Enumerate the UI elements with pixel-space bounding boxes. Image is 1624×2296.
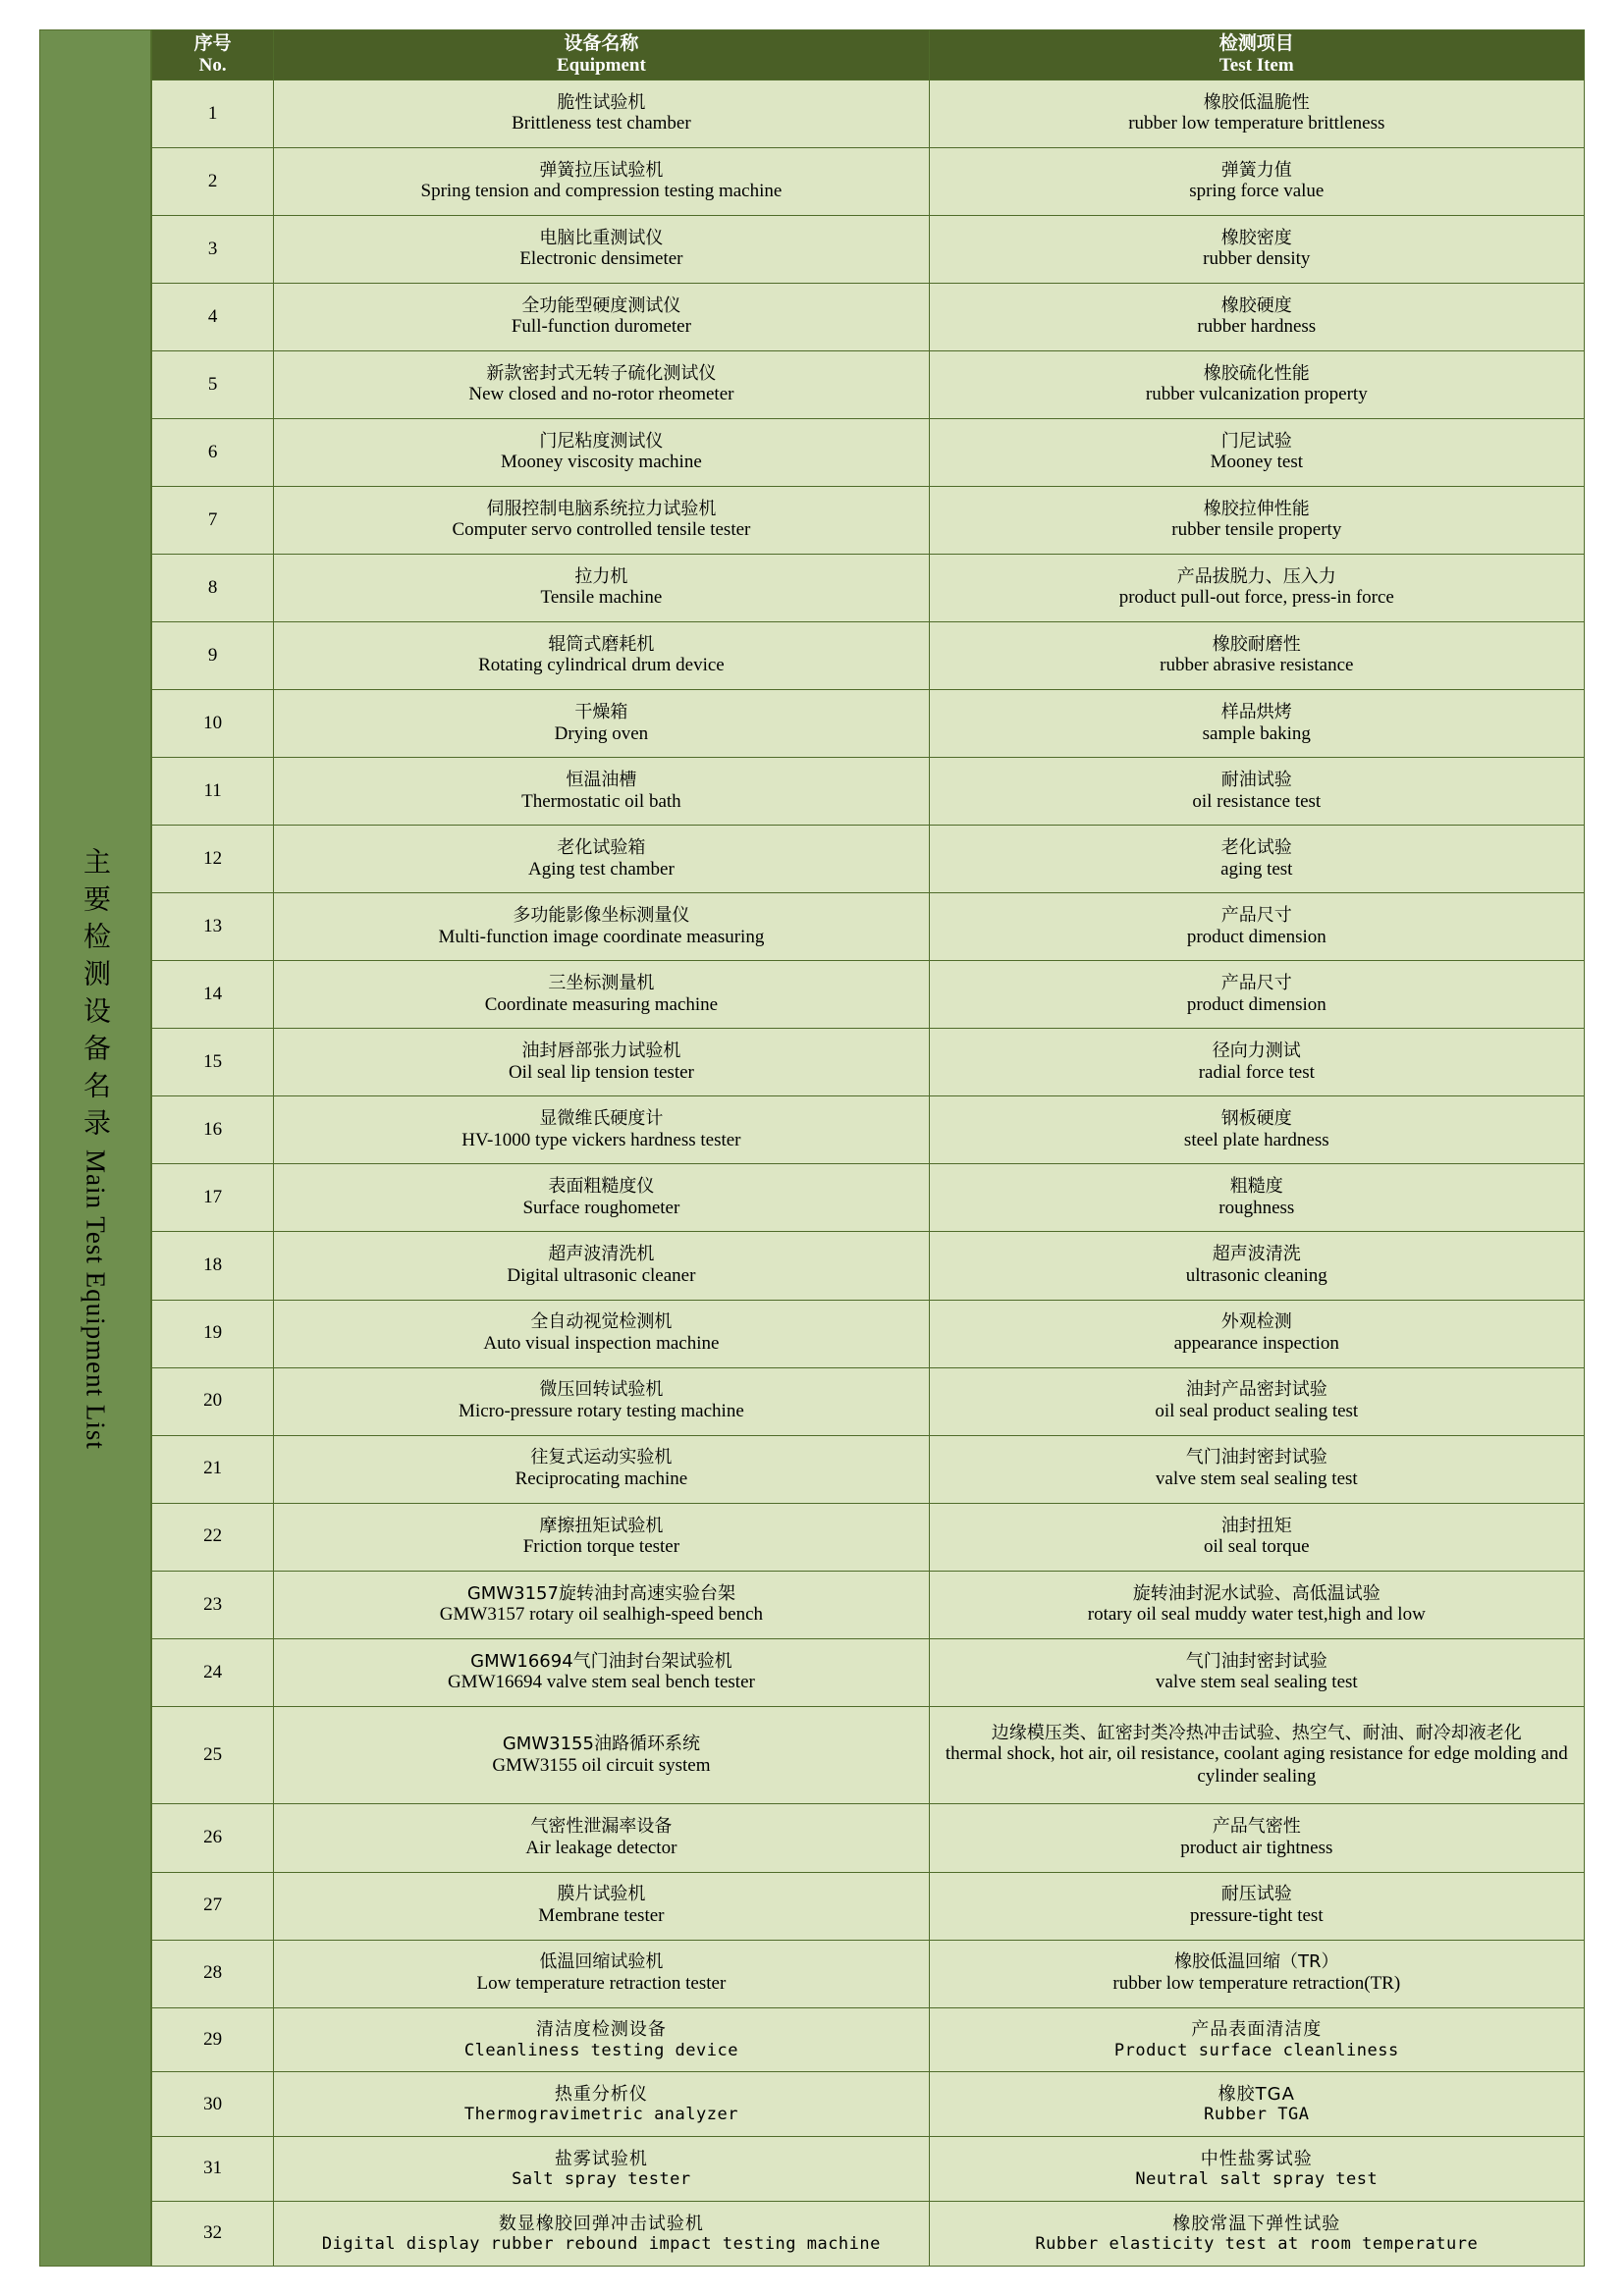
test-item-en: Rubber TGA	[1204, 2105, 1310, 2125]
equipment-name-cn: 盐雾试验机	[554, 2148, 648, 2169]
test-item-cell	[929, 2137, 1584, 2202]
equipment-cell	[274, 690, 929, 758]
table-row	[152, 1804, 1585, 1872]
equipment-cell	[274, 961, 929, 1029]
equipment-name-cn: 显微维氏硬度计	[539, 1108, 664, 1130]
test-item-cell	[929, 1940, 1584, 2007]
test-item-cn: 径向力测试	[1212, 1041, 1301, 1062]
table-header-row	[152, 30, 1585, 80]
equipment-cell	[274, 1571, 929, 1638]
test-item-cell	[929, 2007, 1584, 2072]
row-number: 10	[152, 690, 274, 758]
row-number: 15	[152, 1029, 274, 1096]
test-item-en: rubber abrasive resistance	[1160, 655, 1354, 676]
equipment-name-en: Salt spray tester	[512, 2169, 691, 2190]
equipment-name-cn: 三坐标测量机	[548, 973, 655, 994]
row-number: 19	[152, 1300, 274, 1367]
test-item-cell	[929, 1638, 1584, 1706]
column-header-test-item	[929, 30, 1584, 80]
equipment-name-en: Brittleness test chamber	[512, 113, 691, 134]
equipment-name-en: Cleanliness testing device	[463, 2040, 738, 2060]
test-item-cell	[929, 758, 1584, 826]
table-row	[152, 1367, 1585, 1435]
test-item-en: oil seal product sealing test	[1155, 1401, 1359, 1421]
equipment-cell	[274, 1503, 929, 1571]
equipment-cell	[274, 1096, 929, 1164]
test-item-en: Neutral salt spray test	[1135, 2169, 1379, 2190]
test-item-en: rubber density	[1203, 248, 1311, 270]
row-number: 20	[152, 1367, 274, 1435]
equipment-name-cn: 微压回转试验机	[539, 1379, 664, 1401]
table-row	[152, 1164, 1585, 1232]
row-number: 14	[152, 961, 274, 1029]
test-item-en: pressure-tight test	[1189, 1904, 1324, 1926]
equipment-cell	[274, 1940, 929, 2007]
row-number: 27	[152, 1872, 274, 1940]
test-item-cell	[929, 147, 1584, 215]
table-row	[152, 826, 1585, 893]
equipment-name-en: Digital display rubber rebound impact testing machine	[321, 2234, 881, 2255]
equipment-cell	[274, 147, 929, 215]
equipment-cell	[274, 1638, 929, 1706]
vertical-title-bar	[39, 29, 151, 2267]
equipment-cell	[274, 1872, 929, 1940]
table-row	[152, 893, 1585, 961]
test-item-en: rotary oil seal muddy water test,high and low	[1087, 1604, 1426, 1626]
column-header-no-en: No.	[198, 54, 227, 76]
test-item-cell	[929, 1706, 1584, 1804]
equipment-name-cn: 门尼粘度测试仪	[539, 430, 664, 452]
equipment-cell	[274, 758, 929, 826]
equipment-cell	[274, 1164, 929, 1232]
equipment-name-en: Digital ultrasonic cleaner	[507, 1264, 696, 1286]
test-item-en: Rubber elasticity test at room temperature	[1035, 2234, 1479, 2255]
row-number: 9	[152, 622, 274, 690]
equipment-name-cn: 脆性试验机	[557, 91, 646, 113]
test-item-cn: 钢板硬度	[1220, 1108, 1292, 1130]
test-item-cell	[929, 1232, 1584, 1300]
test-item-cell	[929, 961, 1584, 1029]
column-header-equipment	[274, 30, 929, 80]
table-row	[152, 1503, 1585, 1571]
equipment-cell	[274, 215, 929, 283]
test-item-en: oil seal torque	[1203, 1536, 1310, 1558]
test-item-cell	[929, 1435, 1584, 1503]
equipment-name-en: Micro-pressure rotary testing machine	[459, 1401, 744, 1421]
test-item-cn: 气门油封密封试验	[1185, 1650, 1327, 1672]
test-item-cn: 橡胶耐磨性	[1212, 633, 1301, 655]
equipment-name-en: Thermostatic oil bath	[521, 790, 681, 812]
test-item-cell	[929, 283, 1584, 350]
test-item-en: product air tightness	[1180, 1837, 1333, 1858]
test-item-cell	[929, 622, 1584, 690]
equipment-cell	[274, 2007, 929, 2072]
row-number: 24	[152, 1638, 274, 1706]
equipment-cell	[274, 80, 929, 147]
equipment-cell	[274, 1804, 929, 1872]
table-row	[152, 1096, 1585, 1164]
equipment-cell	[274, 826, 929, 893]
test-item-en: spring force value	[1189, 181, 1325, 202]
test-item-cn: 旋转油封泥水试验、高低温试验	[1132, 1582, 1380, 1604]
equipment-cell	[274, 2202, 929, 2267]
test-item-cn: 超声波清洗	[1212, 1244, 1301, 1265]
test-item-cell	[929, 1367, 1584, 1435]
equipment-name-en: HV-1000 type vickers hardness tester	[461, 1129, 741, 1150]
test-item-en: rubber vulcanization property	[1145, 384, 1368, 405]
row-number: 13	[152, 893, 274, 961]
test-item-cell	[929, 893, 1584, 961]
equipment-cell	[274, 2072, 929, 2137]
test-item-cell	[929, 486, 1584, 554]
test-item-cn: 橡胶硫化性能	[1203, 362, 1310, 384]
row-number: 3	[152, 215, 274, 283]
equipment-name-en: Low temperature retraction tester	[476, 1973, 727, 1994]
equipment-name-cn: 往复式运动实验机	[530, 1447, 673, 1468]
equipment-name-cn: 膜片试验机	[557, 1884, 646, 1905]
row-number: 23	[152, 1571, 274, 1638]
test-item-en: product dimension	[1186, 926, 1326, 947]
test-item-cell	[929, 1300, 1584, 1367]
vertical-title-cn: 主要检测设备名录	[80, 846, 112, 1146]
equipment-cell	[274, 350, 929, 418]
equipment-name-en: Computer servo controlled tensile tester	[452, 519, 751, 541]
table-row	[152, 486, 1585, 554]
equipment-name-cn: 热重分析仪	[554, 2083, 648, 2105]
test-item-cell	[929, 826, 1584, 893]
equipment-name-cn: 干燥箱	[574, 701, 628, 722]
table-header	[152, 30, 1585, 80]
test-item-en: oil resistance test	[1192, 790, 1322, 812]
equipment-name-en: Rotating cylindrical drum device	[478, 655, 725, 676]
test-item-en: Product surface cleanliness	[1113, 2040, 1399, 2060]
test-item-cell	[929, 2202, 1584, 2267]
equipment-cell	[274, 1232, 929, 1300]
table-row	[152, 2202, 1585, 2267]
equipment-cell	[274, 418, 929, 486]
row-number: 12	[152, 826, 274, 893]
test-item-cn: 油封产品密封试验	[1185, 1379, 1327, 1401]
test-item-cn: 橡胶低温脆性	[1203, 91, 1310, 113]
equipment-name-cn: 全功能型硬度测试仪	[521, 294, 681, 316]
test-item-en: aging test	[1220, 858, 1293, 880]
test-item-cn: 中性盐雾试验	[1200, 2148, 1313, 2169]
test-item-en: rubber low temperature brittleness	[1128, 113, 1385, 134]
test-item-en: valve stem seal sealing test	[1155, 1672, 1358, 1693]
table-row	[152, 80, 1585, 147]
vertical-title-en: Main Test Equipment List	[81, 1148, 111, 1450]
test-item-en: sample baking	[1202, 722, 1311, 744]
test-item-cn: 橡胶常温下弹性试验	[1172, 2213, 1341, 2234]
row-number: 7	[152, 486, 274, 554]
row-number: 1	[152, 80, 274, 147]
equipment-name-en: Reciprocating machine	[514, 1468, 688, 1490]
vertical-title-inner	[76, 847, 115, 1450]
equipment-name-cn: 电脑比重测试仪	[539, 227, 664, 248]
equipment-cell	[274, 486, 929, 554]
equipment-name-en: Full-function durometer	[511, 316, 691, 338]
row-number: 11	[152, 758, 274, 826]
table-row	[152, 2007, 1585, 2072]
table-row	[152, 961, 1585, 1029]
row-number: 2	[152, 147, 274, 215]
table-row	[152, 2137, 1585, 2202]
test-item-en: rubber hardness	[1197, 316, 1317, 338]
row-number: 32	[152, 2202, 274, 2267]
equipment-name-cn: 恒温油槽	[566, 769, 637, 790]
test-item-cn: 橡胶拉伸性能	[1203, 498, 1310, 519]
equipment-cell	[274, 1367, 929, 1435]
equipment-name-en: Friction torque tester	[522, 1536, 680, 1558]
equipment-name-cn: 气密性泄漏率设备	[530, 1816, 673, 1838]
test-item-cell	[929, 350, 1584, 418]
equipment-name-en: Surface roughometer	[522, 1197, 680, 1218]
test-item-cell	[929, 690, 1584, 758]
equipment-name-cn: 伺服控制电脑系统拉力试验机	[486, 498, 717, 519]
test-item-cn: 橡胶低温回缩（TR）	[1174, 1951, 1339, 1973]
equipment-name-cn: GMW3157旋转油封高速实验台架	[466, 1582, 735, 1604]
equipment-name-en: Auto visual inspection machine	[483, 1332, 720, 1354]
row-number: 21	[152, 1435, 274, 1503]
test-item-cn: 产品气密性	[1212, 1816, 1301, 1838]
test-item-cell	[929, 1164, 1584, 1232]
equipment-name-cn: 数显橡胶回弹冲击试验机	[498, 2213, 704, 2234]
test-item-cn: 弹簧力值	[1220, 159, 1292, 181]
equipment-name-en: Air leakage detector	[525, 1837, 677, 1858]
table-row	[152, 2072, 1585, 2137]
test-item-en: rubber tensile property	[1171, 519, 1342, 541]
test-item-cn: 气门油封密封试验	[1185, 1447, 1327, 1468]
test-item-cell	[929, 1804, 1584, 1872]
test-item-cn: 样品烘烤	[1220, 701, 1292, 722]
equipment-name-cn: 老化试验箱	[557, 837, 646, 859]
equipment-name-cn: GMW3155油路循环系统	[502, 1733, 700, 1754]
test-item-cell	[929, 1503, 1584, 1571]
equipment-cell	[274, 1300, 929, 1367]
equipment-name-en: Thermogravimetric analyzer	[463, 2105, 738, 2125]
test-item-en: Mooney test	[1210, 452, 1304, 473]
test-item-cn: 产品拔脱力、压入力	[1176, 565, 1336, 587]
test-item-en: rubber low temperature retraction(TR)	[1112, 1973, 1401, 1994]
equipment-cell	[274, 555, 929, 622]
equipment-name-en: Tensile machine	[540, 587, 663, 609]
test-item-cn: 产品表面清洁度	[1191, 2019, 1323, 2041]
equipment-cell	[274, 1706, 929, 1804]
test-item-en: roughness	[1218, 1197, 1295, 1218]
equipment-name-cn: 表面粗糙度仪	[548, 1176, 655, 1198]
test-item-cn: 外观检测	[1220, 1311, 1292, 1333]
equipment-name-cn: GMW16694气门油封台架试验机	[470, 1650, 732, 1672]
table-row	[152, 1435, 1585, 1503]
row-number: 31	[152, 2137, 274, 2202]
table-row	[152, 690, 1585, 758]
test-item-cn: 粗糙度	[1229, 1176, 1283, 1198]
equipment-name-cn: 全自动视觉检测机	[530, 1311, 673, 1333]
table-row	[152, 283, 1585, 350]
equipment-name-en: GMW16694 valve stem seal bench tester	[447, 1672, 755, 1693]
equipment-cell	[274, 1029, 929, 1096]
row-number: 8	[152, 555, 274, 622]
test-item-cn: 产品尺寸	[1220, 905, 1292, 927]
row-number: 4	[152, 283, 274, 350]
test-item-cn: 橡胶硬度	[1220, 294, 1292, 316]
table-row	[152, 758, 1585, 826]
column-header-test-item-cn: 检测项目	[1218, 32, 1294, 54]
test-item-cn: 边缘模压类、缸密封类冷热冲击试验、热空气、耐油、耐冷却液老化	[991, 1722, 1522, 1743]
table-row	[152, 1029, 1585, 1096]
test-item-cn: 老化试验	[1220, 837, 1292, 859]
equipment-name-en: GMW3157 rotary oil sealhigh-speed bench	[439, 1604, 764, 1626]
test-item-en: appearance inspection	[1173, 1332, 1339, 1354]
test-item-cell	[929, 1096, 1584, 1164]
test-item-en: ultrasonic cleaning	[1185, 1264, 1327, 1286]
equipment-name-cn: 弹簧拉压试验机	[539, 159, 664, 181]
test-item-en: valve stem seal sealing test	[1155, 1468, 1358, 1490]
equipment-name-en: Multi-function image coordinate measuring	[438, 926, 765, 947]
row-number: 25	[152, 1706, 274, 1804]
table-row	[152, 1571, 1585, 1638]
test-item-cn: 耐油试验	[1220, 769, 1292, 790]
row-number: 17	[152, 1164, 274, 1232]
table-row	[152, 1232, 1585, 1300]
test-item-cell	[929, 1872, 1584, 1940]
column-header-equipment-cn: 设备名称	[564, 32, 639, 54]
equipment-name-cn: 清洁度检测设备	[535, 2019, 667, 2041]
row-number: 22	[152, 1503, 274, 1571]
test-item-cn: 油封扭矩	[1220, 1515, 1292, 1536]
row-number: 5	[152, 350, 274, 418]
row-number: 30	[152, 2072, 274, 2137]
test-item-en: steel plate hardness	[1183, 1129, 1329, 1150]
table-body	[152, 80, 1585, 2266]
test-item-en: product pull-out force, press-in force	[1118, 587, 1394, 609]
test-item-cell	[929, 1029, 1584, 1096]
equipment-name-en: Coordinate measuring machine	[484, 993, 719, 1015]
table-row	[152, 1638, 1585, 1706]
row-number: 28	[152, 1940, 274, 2007]
test-item-cell	[929, 2072, 1584, 2137]
table-row	[152, 1872, 1585, 1940]
equipment-name-en: Membrane tester	[538, 1904, 665, 1926]
test-item-cell	[929, 555, 1584, 622]
table-row	[152, 1706, 1585, 1804]
equipment-name-cn: 多功能影像坐标测量仪	[513, 905, 690, 927]
equipment-cell	[274, 1435, 929, 1503]
row-number: 16	[152, 1096, 274, 1164]
equipment-name-cn: 新款密封式无转子硫化测试仪	[486, 362, 717, 384]
equipment-table	[151, 29, 1585, 2267]
equipment-name-cn: 摩擦扭矩试验机	[539, 1515, 664, 1536]
table-row	[152, 1300, 1585, 1367]
test-item-en: thermal shock, hot air, oil resistance, coolant aging resistance for edge molding and cylinder sealing	[945, 1743, 1568, 1787]
equipment-name-en: GMW3155 oil circuit system	[492, 1754, 711, 1776]
test-item-cn: 橡胶密度	[1220, 227, 1292, 248]
equipment-name-en: Mooney viscosity machine	[501, 452, 702, 473]
table-row	[152, 418, 1585, 486]
row-number: 6	[152, 418, 274, 486]
equipment-cell	[274, 893, 929, 961]
equipment-name-cn: 拉力机	[574, 565, 628, 587]
test-item-cn: 门尼试验	[1220, 430, 1292, 452]
table-row	[152, 350, 1585, 418]
equipment-cell	[274, 2137, 929, 2202]
table-row	[152, 1940, 1585, 2007]
row-number: 18	[152, 1232, 274, 1300]
equipment-name-cn: 低温回缩试验机	[539, 1951, 664, 1973]
test-item-cell	[929, 418, 1584, 486]
equipment-name-en: Spring tension and compression testing machine	[420, 181, 783, 202]
test-item-cell	[929, 1571, 1584, 1638]
equipment-cell	[274, 283, 929, 350]
test-item-en: product dimension	[1186, 993, 1326, 1015]
column-header-equipment-en: Equipment	[557, 54, 646, 76]
test-item-cell	[929, 215, 1584, 283]
equipment-cell	[274, 622, 929, 690]
equipment-name-cn: 超声波清洗机	[548, 1244, 655, 1265]
table-row	[152, 215, 1585, 283]
equipment-name-cn: 油封唇部张力试验机	[521, 1041, 681, 1062]
table-row	[152, 555, 1585, 622]
equipment-name-en: Electronic densimeter	[519, 248, 683, 270]
column-header-test-item-en: Test Item	[1218, 54, 1294, 76]
equipment-name-en: Aging test chamber	[528, 858, 675, 880]
column-header-no-cn: 序号	[193, 32, 232, 54]
test-item-en: radial force test	[1198, 1061, 1315, 1083]
test-item-cell	[929, 80, 1584, 147]
test-item-cn: 耐压试验	[1220, 1884, 1292, 1905]
column-header-no	[152, 30, 274, 80]
test-item-cn: 产品尺寸	[1220, 973, 1292, 994]
test-item-cn: 橡胶TGA	[1218, 2083, 1295, 2105]
row-number: 29	[152, 2007, 274, 2072]
table-row	[152, 147, 1585, 215]
table-row	[152, 622, 1585, 690]
equipment-name-en: New closed and no-rotor rheometer	[468, 384, 734, 405]
row-number: 26	[152, 1804, 274, 1872]
equipment-name-en: Oil seal lip tension tester	[508, 1061, 694, 1083]
equipment-name-cn: 辊筒式磨耗机	[548, 633, 655, 655]
equipment-name-en: Drying oven	[554, 722, 649, 744]
